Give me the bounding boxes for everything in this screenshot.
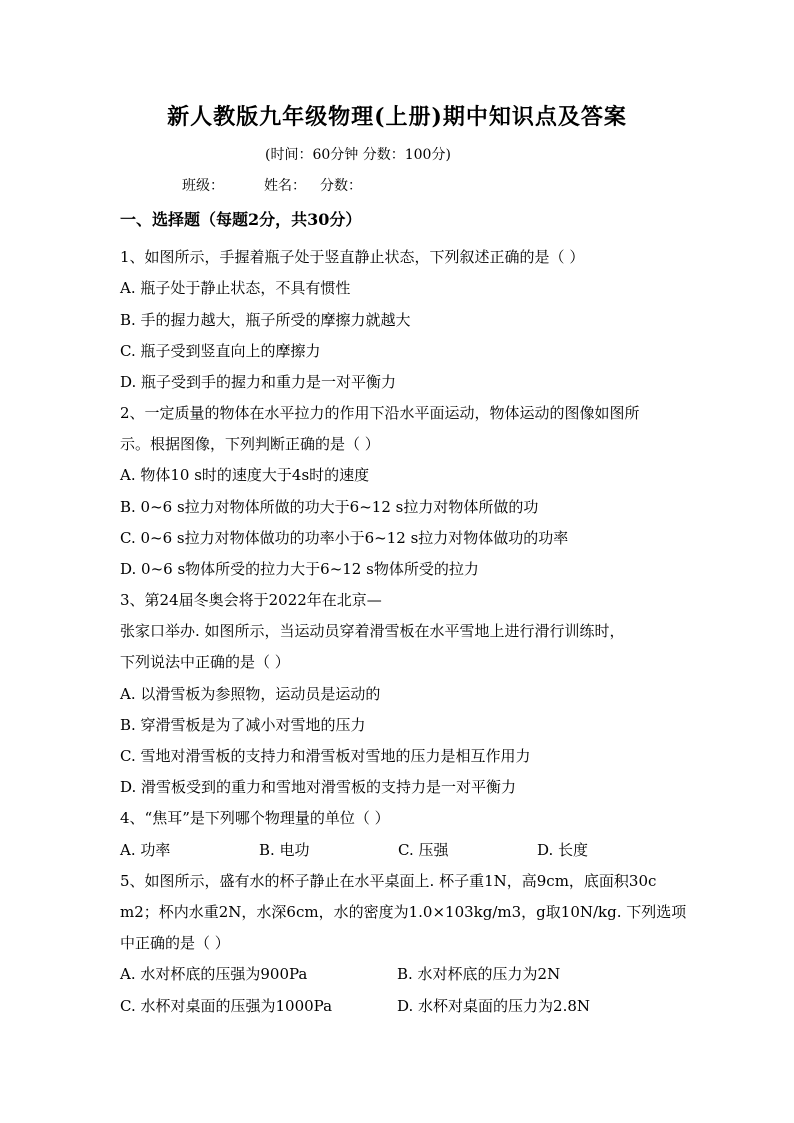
question-2-option-b: B. 0~6 s拉力对物体所做的功大于6~12 s拉力对物体所做的功 (120, 498, 539, 516)
question-3-option-a: A. 以滑雪板为参照物，运动员是运动的 (120, 685, 381, 703)
question-5-stem-line-3: 中正确的是（ ） (120, 934, 230, 952)
question-1-stem: 1、如图所示，手握着瓶子处于竖直静止状态，下列叙述正确的是（ ） (120, 248, 585, 266)
question-2-stem-line-2: 示。根据图像，下列判断正确的是（ ） (120, 435, 380, 453)
question-4-option-d: D. 长度 (537, 841, 589, 859)
question-5-stem-line-1: 5、如图所示，盛有水的杯子静止在水平桌面上. 杯子重1N，高9cm，底面积30c (120, 872, 657, 890)
question-1-option-c: C. 瓶子受到竖直向上的摩擦力 (120, 342, 321, 360)
question-2-option-c: C. 0~6 s拉力对物体做功的功率小于6~12 s拉力对物体做功的功率 (120, 529, 569, 547)
exam-info: (时间：60分钟 分数：100分) (265, 147, 451, 163)
question-3-option-c: C. 雪地对滑雪板的支持力和滑雪板对雪地的压力是相互作用力 (120, 747, 531, 765)
student-info-line (182, 176, 362, 196)
question-3-stem-line-2: 张家口举办. 如图所示，当运动员穿着滑雪板在水平雪地上进行滑行训练时， (120, 622, 625, 640)
class-label: 班级： (182, 178, 224, 194)
question-5-option-d: D. 水杯对桌面的压力为2.8N (397, 997, 591, 1015)
question-4-option-b: B. 电功 (259, 841, 310, 859)
question-1-option-d: D. 瓶子受到手的握力和重力是一对平衡力 (120, 373, 397, 391)
score-label: 分数： (320, 178, 362, 194)
question-4-option-c: C. 压强 (398, 841, 449, 859)
question-5-stem-line-2: m2；杯内水重2N，水深6cm，水的密度为1.0×103kg/m3，g取10N/kg. 下列选项 (120, 903, 687, 921)
question-1-option-b: B. 手的握力越大，瓶子所受的摩擦力就越大 (120, 311, 411, 329)
question-3-stem-line-1: 3、第24届冬奥会将于2022年在北京— (120, 591, 382, 609)
question-2-stem-line-1: 2、一定质量的物体在水平拉力的作用下沿水平面运动，物体运动的图像如图所 (120, 404, 640, 422)
question-3-stem-line-3: 下列说法中正确的是（ ） (120, 653, 290, 671)
question-2-option-a: A. 物体10 s时的速度大于4s时的速度 (120, 466, 370, 484)
name-label: 姓名： (264, 178, 306, 194)
question-5-option-c: C. 水杯对桌面的压强为1000Pa (120, 997, 333, 1015)
question-4-options (120, 840, 676, 860)
question-1-option-a: A. 瓶子处于静止状态，不具有惯性 (120, 279, 351, 297)
question-3-option-d: D. 滑雪板受到的重力和雪地对滑雪板的支持力是一对平衡力 (120, 778, 517, 796)
question-4-stem: 4、“焦耳”是下列哪个物理量的单位（ ） (120, 809, 390, 827)
page-title: 新人教版九年级物理(上册)期中知识点及答案 (167, 104, 627, 130)
question-2-option-d: D. 0~6 s物体所受的拉力大于6~12 s物体所受的拉力 (120, 560, 479, 578)
section-title: 一、选择题（每题2分，共30分） (120, 210, 362, 229)
question-5-option-b: B. 水对杯底的压力为2N (397, 965, 561, 983)
question-3-option-b: B. 穿滑雪板是为了减小对雪地的压力 (120, 716, 366, 734)
question-4-option-a: A. 功率 (120, 841, 171, 859)
question-5-option-a: A. 水对杯底的压强为900Pa (120, 965, 308, 983)
